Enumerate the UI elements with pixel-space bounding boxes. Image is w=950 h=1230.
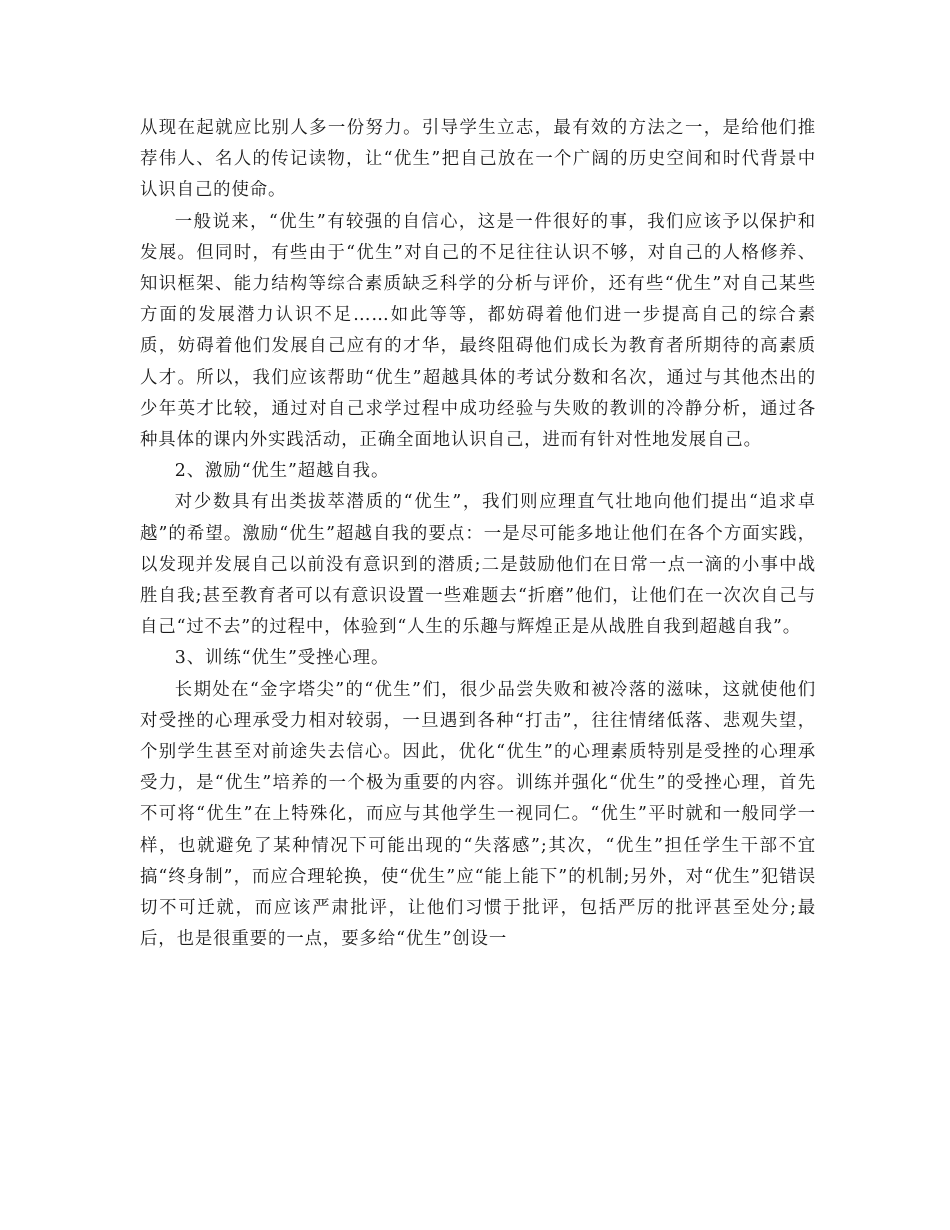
paragraph-3: 对少数具有出类拔萃潜质的“优生”，我们则应理直气壮地向他们提出“追求卓越”的希望。激励“优生”超越自我的要点：一是尽可能多地让他们在各个方面实践，以发现并发展自己以前没有意识到的潜质;二是鼓励他们在日常一点一滴的小事中战胜自我;甚至教育者可以有意识设置一些难题去“折磨”他们，让他们在一次次自己与自己“过不去”的过程中，体验到“人生的乐趣与辉煌正是从战胜自我到超越自我”。: [140, 492, 816, 638]
paragraph-2: 一般说来，“优生”有较强的自信心，这是一件很好的事，我们应该予以保护和发展。但同时，有些由于“优生”对自己的不足往往认识不够，对自己的人格修养、知识框架、能力结构等综合素质缺乏科学的分析与评价，还有些“优生”对自己某些方面的发展潜力认识不足……如此等等，都妨碍着他们进一步提高自己的综合素质，妨碍着他们发展自己应有的才华，最终阻碍他们成长为教育者所期待的高素质人才。所以，我们应该帮助“优生”超越具体的考试分数和名次，通过与其他杰出的少年英才比较，通过对自己求学过程中成功经验与失败的教训的冷静分析，通过各种具体的课内外实践活动，正确全面地认识自己，进而有针对性地发展自己。: [140, 211, 816, 451]
paragraph-1: 从现在起就应比别人多一份努力。引导学生立志，最有效的方法之一，是给他们推荐伟人、名人的传记读物，让“优生”把自己放在一个广阔的历史空间和时代背景中认识自己的使命。: [140, 118, 816, 201]
section-heading-2: 2、激励“优生”超越自我。: [174, 461, 390, 482]
document-page: [140, 113, 816, 955]
section-heading-3: 3、训练“优生”受挫心理。: [174, 648, 390, 669]
paragraph-4: 长期处在“金字塔尖”的“优生”们，很少品尝失败和被冷落的滋味，这就使他们对受挫的心理承受力相对较弱，一旦遇到各种“打击”，往往情绪低落、悲观失望，个别学生甚至对前途失去信心。因此，优化“优生”的心理素质特别是受挫的心理承受力，是“优生”培养的一个极为重要的内容。训练并强化“优生”的受挫心理，首先不可将“优生”在上特殊化，而应与其他学生一视同仁。“优生”平时就和一般同学一样，也就避免了某种情况下可能出现的“失落感”;其次，“优生”担任学生干部不宜搞“终身制”，而应合理轮换，使“优生”应“能上能下”的机制;另外，对“优生”犯错误切不可迁就，而应该严肃批评，让他们习惯于批评，包括严厉的批评甚至处分;最后，也是很重要的一点，要多给“优生”创设一: [140, 679, 816, 950]
